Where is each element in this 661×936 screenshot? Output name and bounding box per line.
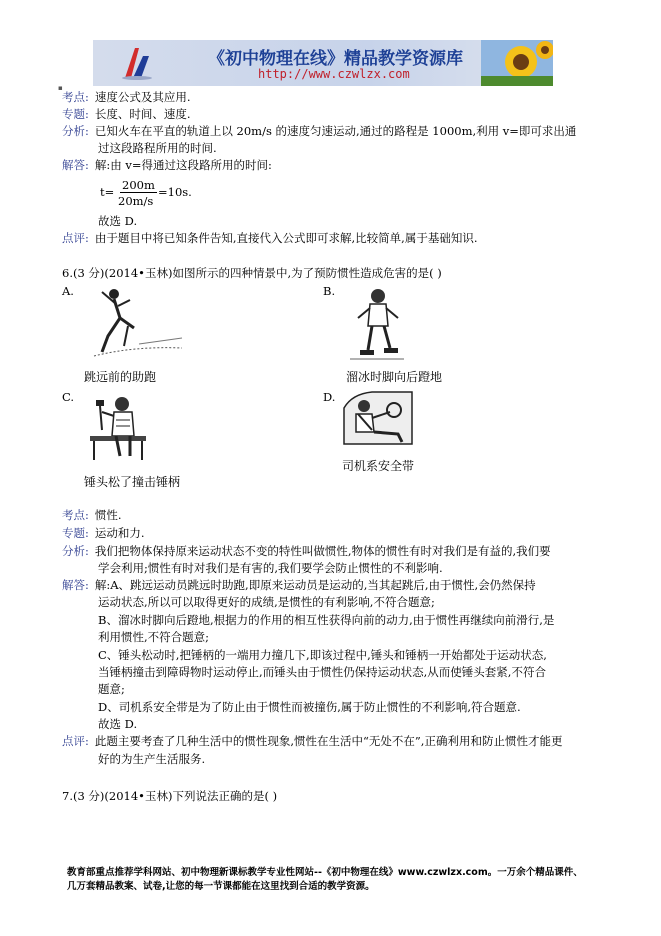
q6-jieda-4: 利用惯性,不符合题意; (98, 630, 210, 644)
seatbelt-illustration (342, 388, 416, 448)
prev-zhuanti: 专题: 长度、时间、速度. (62, 107, 191, 121)
prev-fenxi-cont: 过这段路程所用的时间. (98, 141, 217, 155)
q6-jieda-6: 当锤柄撞击到障碍物时运动停止,而锤头由于惯性仍保持运动状态,从而使锤头套紧,不符合 (98, 665, 546, 679)
q6-choose: 故选 D. (98, 717, 138, 731)
prev-fenxi: 分析: 已知火车在平直的轨道上以 20m/s 的速度匀速运动,通过的路程是 1000m,利用 v=即可求出通 (62, 124, 577, 138)
long-jump-illustration (84, 286, 184, 364)
q6-jieda-8: D、司机系安全带是为了防止由于惯性而被撞伤,属于防止惯性的不利影响,符合题意. (98, 700, 521, 714)
q6-fenxi: 分析: 我们把物体保持原来运动状态不变的特性叫做惯性,物体的惯性有时对我们是有益的,我们要 (62, 544, 551, 558)
page-mark: ▪ (58, 84, 63, 92)
q6-dianping: 点评: 此题主要考查了几种生活中的惯性现象,惯性在生活中“无处不在”,正确利用和防止惯性才能更 (62, 734, 563, 748)
q6-jieda-5: C、锤头松动时,把锤柄的一端用力撞几下,即该过程中,锤头和锤柄一开始都处于运动状态, (98, 648, 547, 662)
footer-line-2: 几万套精品教案、试卷,让您的每一节课都能在这里找到合适的教学资源。 (67, 881, 375, 892)
q6-fenxi-cont: 学会利用;惯性有时对我们是有害的,我们要学会防止惯性的不利影响. (98, 561, 443, 575)
formula-numerator: 200m (122, 178, 155, 192)
q6-dianping-cont: 好的为生产生活服务. (98, 752, 206, 766)
q6-jieda-3: B、溜冰时脚向后蹬地,根据力的作用的相互性获得向前的动力,由于惯性再继续向前滑行,是 (98, 613, 555, 627)
hammer-illustration (86, 390, 150, 464)
formula-denominator: 20m/s (118, 194, 154, 208)
q6-zhuanti: 专题: 运动和力. (62, 526, 145, 540)
header-banner (93, 40, 553, 86)
q6-option-d: D. (323, 390, 336, 404)
prev-jieda: 解答: 解:由 v=得通过这段路所用的时间: (62, 158, 272, 172)
formula-t: t= (100, 185, 115, 199)
q6-jieda-2: 运动状态,所以可以取得更好的成绩,是惯性的有利影响,不符合题意; (98, 595, 435, 609)
q6-stem: 6.(3 分)(2014•玉林)如图所示的四种情景中,为了预防惯性造成危害的是( ) (62, 266, 442, 280)
skating-illustration (348, 284, 406, 362)
prev-dianping: 点评: 由于题目中将已知条件告知,直接代入公式即可求解,比较简单,属于基础知识. (62, 231, 478, 245)
q6-option-a: A. (62, 284, 74, 298)
q6-jieda-7: 题意; (98, 682, 125, 696)
site-logo-icon (121, 44, 153, 80)
prev-kaodian: 考点: 速度公式及其应用. (62, 90, 191, 104)
banner-title: 《初中物理在线》精品教学资源库 (208, 49, 463, 69)
q6-kaodian: 考点: 惯性. (62, 508, 122, 522)
q6-caption-b: 溜冰时脚向后蹬地 (346, 370, 443, 384)
q6-caption-d: 司机系安全带 (342, 459, 415, 473)
q6-option-b: B. (323, 284, 336, 298)
q6-caption-c: 锤头松了撞击锤柄 (84, 475, 181, 489)
q7-stem: 7.(3 分)(2014•玉林)下列说法正确的是( ) (62, 789, 278, 803)
q6-jieda: 解答: 解:A、跳远运动员跳远时助跑,即原来运动员是运动的,当其起跳后,由于惯性,会仍然保持 (62, 578, 536, 592)
footer-line-1: 教育部重点推荐学科网站、初中物理新课标教学专业性网站--《初中物理在线》www.czwlzx.com。一万余个精品课件、 (67, 867, 583, 878)
formula-result: =10s. (158, 185, 192, 199)
q6-option-c: C. (62, 390, 75, 404)
prev-choose: 故选 D. (98, 214, 138, 228)
q6-caption-a: 跳远前的助跑 (84, 370, 157, 384)
banner-url[interactable]: http://www.czwlzx.com (258, 67, 410, 81)
sunflower-icon (481, 40, 553, 86)
